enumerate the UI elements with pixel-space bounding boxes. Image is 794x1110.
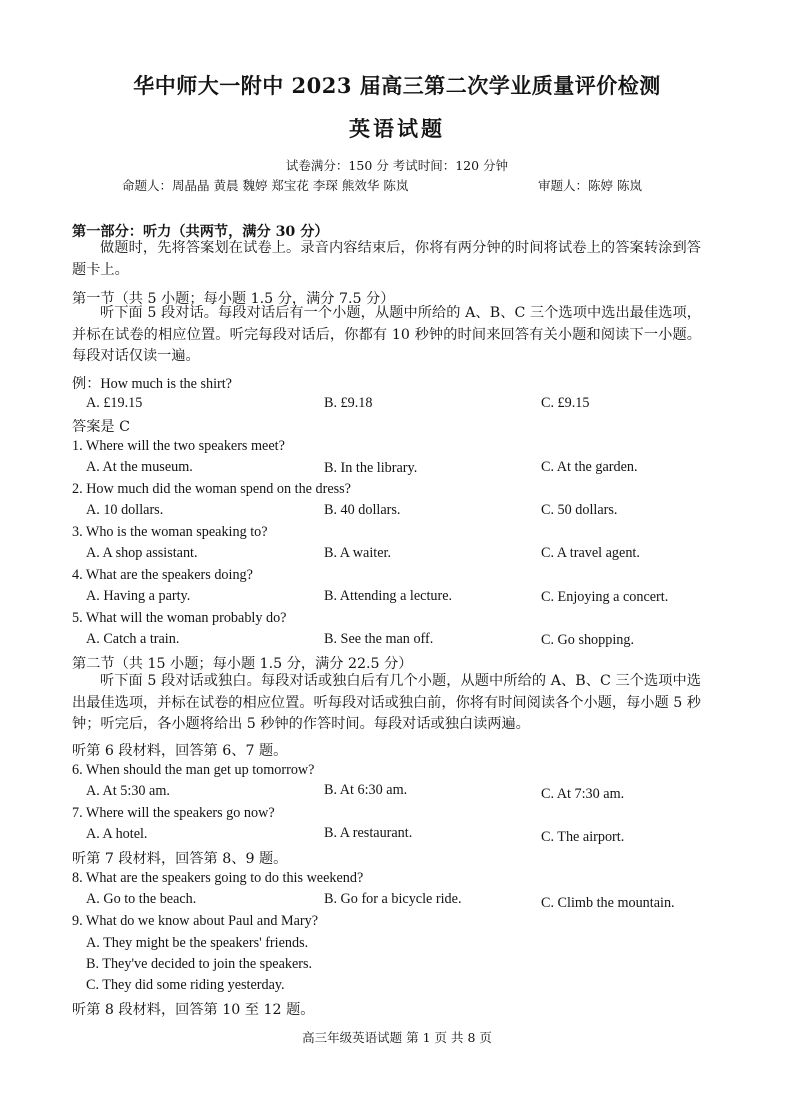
option-c: C. Climb the mountain. bbox=[541, 895, 675, 911]
option-b: B. A waiter. bbox=[324, 545, 391, 561]
option-a: A. Having a party. bbox=[86, 588, 191, 604]
question-stem: 4. What are the speakers doing? bbox=[72, 567, 253, 583]
option-c: C. Go shopping. bbox=[541, 632, 635, 648]
option-b: B. In the library. bbox=[324, 460, 418, 476]
material-6-instruction: 听第 6 段材料，回答第 6、7 题。 bbox=[72, 743, 288, 759]
option-c: C. At the garden. bbox=[541, 459, 638, 475]
option-a: A. At the museum. bbox=[86, 459, 193, 475]
part1-instructions: 做题时，先将答案划在试卷上。录音内容结束后，你将有两分钟的时间将试卷上的答案转涂到答题卡上。 bbox=[72, 240, 701, 278]
option-c: C. The airport. bbox=[541, 829, 625, 845]
option-b: B. Go for a bicycle ride. bbox=[324, 891, 462, 907]
material-7-instruction: 听第 7 段材料，回答第 8、9 题。 bbox=[72, 851, 288, 867]
option-b: B. 40 dollars. bbox=[324, 502, 401, 518]
example-option-c: C. £9.15 bbox=[541, 395, 590, 411]
material-8-instruction: 听第 8 段材料，回答第 10 至 12 题。 bbox=[72, 1002, 315, 1018]
option-a: A. A hotel. bbox=[86, 826, 148, 842]
part1-heading: 第一部分：听力（共两节，满分 30 分） bbox=[72, 224, 329, 240]
example-answer: 答案是 C bbox=[72, 419, 130, 435]
option-b: B. Attending a lecture. bbox=[324, 588, 453, 604]
option-b: B. A restaurant. bbox=[324, 825, 413, 841]
option-a: A. 10 dollars. bbox=[86, 502, 164, 518]
option-c: C. At 7:30 am. bbox=[541, 786, 625, 802]
option-a: A. A shop assistant. bbox=[86, 545, 198, 561]
page-footer: 高三年级英语试题 第 1 页 共 8 页 bbox=[302, 1030, 492, 1045]
option-b: B. At 6:30 am. bbox=[324, 782, 408, 798]
question-stem: 7. Where will the speakers go now? bbox=[72, 805, 275, 821]
example-option-a: A. £19.15 bbox=[86, 395, 143, 411]
question-stem: 2. How much did the woman spend on the dress? bbox=[72, 481, 351, 497]
authors-line: 命题人：周晶晶 黄晨 魏婷 郑宝花 李琛 熊效华 陈岚 bbox=[122, 178, 409, 193]
score-time-line: 试卷满分：150 分 考试时间：120 分钟 bbox=[285, 158, 509, 173]
section2-heading: 第二节（共 15 小题；每小题 1.5 分，满分 22.5 分） bbox=[72, 656, 413, 672]
option-a: A. They might be the speakers' friends. bbox=[86, 935, 309, 951]
question-stem: 9. What do we know about Paul and Mary? bbox=[72, 913, 318, 929]
option-a: A. Catch a train. bbox=[86, 631, 180, 647]
option-c: C. 50 dollars. bbox=[541, 502, 618, 518]
option-c: C. Enjoying a concert. bbox=[541, 589, 669, 605]
option-b: B. They've decided to join the speakers. bbox=[86, 956, 313, 972]
option-c: C. A travel agent. bbox=[541, 545, 640, 561]
reviewers-line: 审题人：陈婷 陈岚 bbox=[538, 178, 642, 193]
question-stem: 6. When should the man get up tomorrow? bbox=[72, 762, 315, 778]
example-option-b: B. £9.18 bbox=[324, 395, 373, 411]
question-stem: 3. Who is the woman speaking to? bbox=[72, 524, 268, 540]
option-b: B. See the man off. bbox=[324, 631, 434, 647]
section2-instructions: 听下面 5 段对话或独白。每段对话或独白后有几个小题，从题中所给的 A、B、C 三个选项中选出最佳选项，并标在试卷的相应位置。听每段对话或独白前，你将有时间阅读各个小题，每小题 5 秒钟；听完后，各小题将给出 5 秒钟的作答时间。每段对话或独白读两遍。 bbox=[72, 673, 701, 732]
question-stem: 8. What are the speakers going to do this weekend? bbox=[72, 870, 364, 886]
section1-instructions: 听下面 5 段对话。每段对话后有一个小题，从题中所给的 A、B、C 三个选项中选出最佳选项，并标在试卷的相应位置。听完每段对话后，你都有 10 秒钟的时间来回答有关小题和阅读下一小题。每段对话仅读一遍。 bbox=[72, 305, 701, 364]
exam-title: 华中师大一附中 2023 届高三第二次学业质量评价检测 bbox=[133, 73, 661, 98]
section1-heading: 第一节（共 5 小题；每小题 1.5 分，满分 7.5 分） bbox=[72, 291, 395, 307]
example-question: 例：How much is the shirt? bbox=[72, 376, 232, 392]
exam-subtitle: 英语试题 bbox=[349, 116, 445, 141]
option-c: C. They did some riding yesterday. bbox=[86, 977, 285, 993]
question-stem: 5. What will the woman probably do? bbox=[72, 610, 287, 626]
question-stem: 1. Where will the two speakers meet? bbox=[72, 438, 285, 454]
option-a: A. Go to the beach. bbox=[86, 891, 197, 907]
option-a: A. At 5:30 am. bbox=[86, 783, 170, 799]
